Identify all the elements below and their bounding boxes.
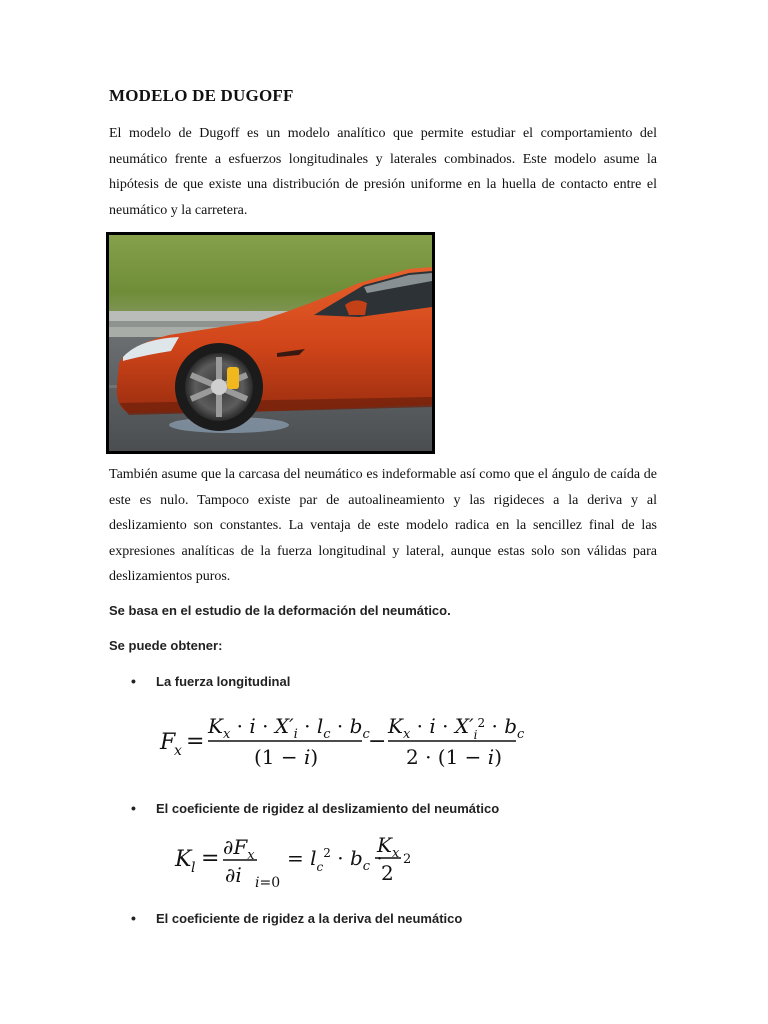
svg-text:K: K [175, 847, 192, 872]
car-photo [106, 232, 435, 454]
bullet-icon: • [131, 910, 136, 926]
obtain-line: Se puede obtener: [109, 638, 223, 653]
equation-slip-stiffness [165, 832, 425, 892]
bullet-item-cornering-stiffness [131, 910, 462, 926]
svg-text:∂Fx: $\partial F_x$ [223, 835, 255, 863]
svg-text:F: F [160, 730, 176, 755]
document-title: MODELO DE DUGOFF [109, 86, 294, 105]
svg-text:Kx · i · X′i · lc · bc: $K_x \cdot i \cdot X'_i \cdot l_c \cdot b_c$ [208, 714, 370, 742]
svg-text:i=0: i=0 [255, 875, 281, 891]
svg-text:= lc2 · bc ·: = $l_c^2 \cdot b_c$ · [287, 846, 383, 874]
svg-text:l: l [191, 860, 196, 876]
svg-text:∂i: ∂i [225, 863, 242, 887]
basis-line: Se basa en el estudio de la deformación del neumático. [109, 603, 451, 618]
bullet-label: El coeficiente de rigidez al deslizamiento del neumático [156, 801, 500, 816]
svg-text:x: x [174, 743, 182, 759]
svg-text:−: − [368, 729, 387, 754]
svg-text:2 · (1 − i): 2 · (1 − i) [406, 745, 503, 769]
bullet-label: La fuerza longitudinal [156, 674, 291, 689]
svg-text:=: = [186, 729, 205, 754]
svg-text:Kx · i · X′i2 · bc: $K_x \cdot i \cdot X'_i^2 \cdot b_c$ [388, 714, 525, 742]
car-photo-image [109, 235, 432, 451]
bullet-item-slip-stiffness [131, 800, 499, 816]
svg-text:=: = [201, 846, 220, 871]
bullet-item-longitudinal-force [131, 673, 290, 689]
paragraph-assumptions: También asume que la carcasa del neumático es indeformable así como que el ángulo de caída de este es nulo. Tampoco existe par de autoalineamiento y las rigideces a la deriva y al deslizamiento son constantes. La ventaja de este modelo radica en la sencillez final de las expresiones analíticas de la fuerza longitudinal y lateral, aunque estas solo son válidas para deslizamientos puros. [109, 467, 657, 584]
svg-text:2: 2 [403, 852, 412, 867]
bullet-label: El coeficiente de rigidez a la deriva del neumático [156, 911, 463, 926]
paragraph-intro: El modelo de Dugoff es un modelo analítico que permite estudiar el comportamiento del neumático frente a esfuerzos longitudinales y laterales combinados. Este modelo asume la hipótesis de que existe una distribución de presión uniforme en la huella de contacto entre el neumático y la carretera. [109, 126, 657, 218]
svg-text:2: 2 [381, 861, 394, 885]
bullet-icon: • [131, 800, 136, 816]
svg-text:(1 − i): (1 − i) [254, 745, 319, 769]
equation-longitudinal-force [150, 705, 530, 773]
svg-text:Kx: $K_x$ [377, 833, 400, 861]
bullet-icon: • [131, 673, 136, 689]
